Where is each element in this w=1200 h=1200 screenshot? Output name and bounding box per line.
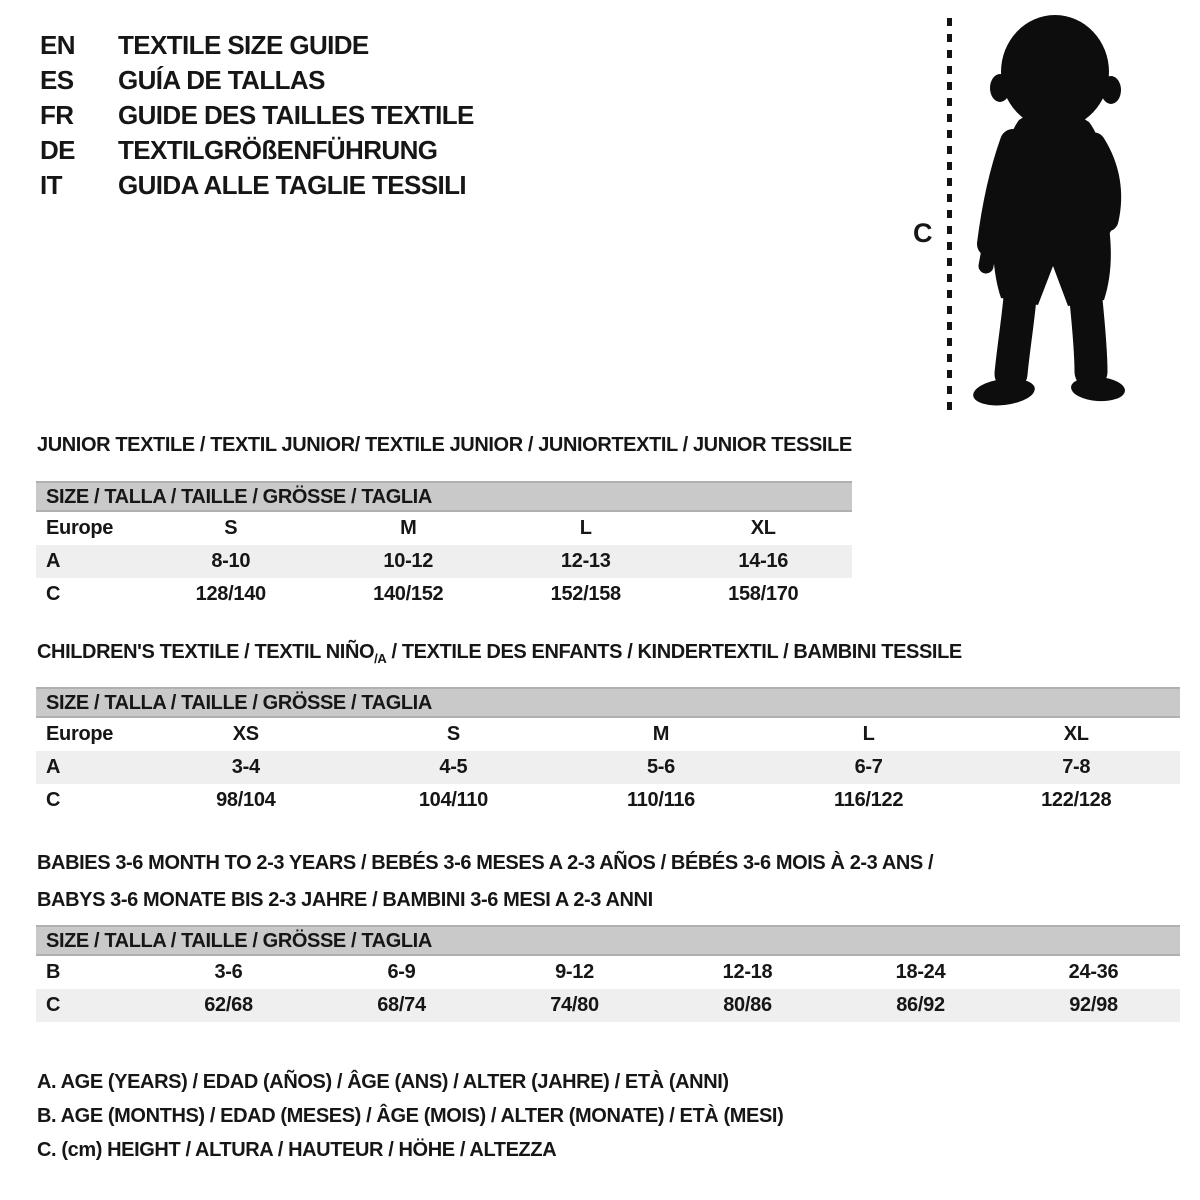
row-label: B bbox=[46, 961, 61, 983]
table-cell: 62/68 bbox=[204, 994, 253, 1016]
language-code: ES bbox=[40, 65, 74, 95]
legend-note-c: C. (cm) HEIGHT / ALTURA / HAUTEUR / HÖHE / ALTEZZA bbox=[37, 1139, 557, 1161]
table-cell: XL bbox=[1063, 723, 1089, 745]
section-title-line1: BABIES 3-6 MONTH TO 2-3 YEARS / BEBÉS 3-6 MESES A 2-3 AÑOS / BÉBÉS 3-6 MOIS À 2-3 ANS / bbox=[37, 852, 934, 874]
table-cell: 12-13 bbox=[560, 550, 611, 572]
guide-title: TEXTILGRÖßENFÜHRUNG bbox=[118, 135, 438, 165]
table-cell: 6-7 bbox=[854, 756, 883, 778]
section-title-part: CHILDREN'S TEXTILE / TEXTIL NIÑO bbox=[37, 641, 375, 663]
row-label: A bbox=[46, 756, 61, 778]
table-cell: S bbox=[446, 723, 460, 745]
table-cell: XS bbox=[232, 723, 259, 745]
table-cell: M bbox=[652, 723, 670, 745]
table-cell: S bbox=[224, 517, 238, 539]
table-cell: M bbox=[400, 517, 417, 539]
table-cell: 14-16 bbox=[738, 550, 789, 572]
section-title-line2: BABYS 3-6 MONATE BIS 2-3 JAHRE / BAMBINI 3-6 MESI A 2-3 ANNI bbox=[37, 889, 653, 911]
table-cell: 110/116 bbox=[626, 789, 695, 811]
table-cell: 12-18 bbox=[722, 961, 773, 983]
table-row-months bbox=[36, 956, 1180, 989]
row-label: A bbox=[46, 550, 61, 572]
table-cell: 140/152 bbox=[373, 583, 444, 605]
guide-title: GUIDA ALLE TAGLIE TESSILI bbox=[118, 170, 467, 200]
table-row-europe bbox=[36, 512, 852, 545]
table-row-height bbox=[36, 784, 1180, 817]
babies-size-table bbox=[36, 925, 1180, 1022]
language-row-de bbox=[40, 133, 474, 168]
table-cell: 92/98 bbox=[1069, 994, 1118, 1016]
language-row-en bbox=[40, 28, 474, 63]
table-row-height bbox=[36, 578, 852, 611]
table-cell: 3-4 bbox=[231, 756, 260, 778]
section-title-subscript: /A bbox=[374, 651, 387, 666]
size-header-bar: SIZE / TALLA / TAILLE / GRÖSSE / TAGLIA bbox=[36, 925, 1180, 956]
row-label: Europe bbox=[46, 723, 114, 745]
language-code: IT bbox=[40, 170, 62, 200]
table-cell: 74/80 bbox=[550, 994, 599, 1016]
legend-note-b: B. AGE (MONTHS) / EDAD (MESES) / ÂGE (MOIS) / ALTER (MONATE) / ETÀ (MESI) bbox=[37, 1105, 784, 1127]
table-cell: 7-8 bbox=[1062, 756, 1091, 778]
table-cell: 98/104 bbox=[216, 789, 276, 811]
table-cell: 5-6 bbox=[646, 756, 675, 778]
toddler-silhouette-icon bbox=[962, 8, 1140, 420]
section-title-junior: JUNIOR TEXTILE / TEXTIL JUNIOR/ TEXTILE JUNIOR / JUNIORTEXTIL / JUNIOR TESSILE bbox=[37, 434, 852, 456]
language-code: DE bbox=[40, 135, 75, 165]
guide-title: TEXTILE SIZE GUIDE bbox=[118, 30, 369, 60]
language-row-it bbox=[40, 168, 474, 203]
section-title-part: / TEXTILE DES ENFANTS / KINDERTEXTIL / BAMBINI TESSILE bbox=[386, 641, 962, 663]
language-title-list bbox=[40, 28, 474, 203]
language-row-fr bbox=[40, 98, 474, 133]
table-cell: 86/92 bbox=[896, 994, 945, 1016]
table-row-age bbox=[36, 751, 1180, 784]
table-cell: 152/158 bbox=[550, 583, 621, 605]
height-measure-dashed-line bbox=[947, 18, 952, 418]
language-code: FR bbox=[40, 100, 74, 130]
table-cell: L bbox=[862, 723, 875, 745]
legend-notes bbox=[37, 1065, 783, 1167]
table-cell: XL bbox=[750, 517, 776, 539]
table-cell: 104/110 bbox=[418, 789, 488, 811]
table-cell: 10-12 bbox=[383, 550, 434, 572]
table-cell: L bbox=[579, 517, 592, 539]
table-row-europe bbox=[36, 718, 1180, 751]
section-title-children bbox=[37, 641, 962, 666]
legend-note-a: A. AGE (YEARS) / EDAD (AÑOS) / ÂGE (ANS) / ALTER (JAHRE) / ETÀ (ANNI) bbox=[37, 1071, 729, 1093]
section-title-babies bbox=[37, 845, 933, 919]
children-size-table bbox=[36, 687, 1180, 817]
height-measure-label: C bbox=[913, 218, 933, 248]
junior-size-table bbox=[36, 481, 852, 611]
table-cell: 128/140 bbox=[195, 583, 266, 605]
row-label: C bbox=[46, 994, 61, 1016]
guide-title: GUÍA DE TALLAS bbox=[118, 65, 325, 95]
table-cell: 9-12 bbox=[555, 961, 594, 983]
table-cell: 116/122 bbox=[834, 789, 904, 811]
table-row-age bbox=[36, 545, 852, 578]
table-cell: 6-9 bbox=[387, 961, 416, 983]
row-label: C bbox=[46, 583, 61, 605]
table-cell: 4-5 bbox=[439, 756, 468, 778]
table-cell: 122/128 bbox=[1041, 789, 1112, 811]
table-cell: 3-6 bbox=[214, 961, 243, 983]
table-cell: 8-10 bbox=[211, 550, 251, 572]
language-row-es bbox=[40, 63, 474, 98]
size-header-bar: SIZE / TALLA / TAILLE / GRÖSSE / TAGLIA bbox=[36, 687, 1180, 718]
table-cell: 158/170 bbox=[728, 583, 799, 605]
table-cell: 68/74 bbox=[377, 994, 426, 1016]
size-header-bar: SIZE / TALLA / TAILLE / GRÖSSE / TAGLIA bbox=[36, 481, 852, 512]
row-label: Europe bbox=[46, 517, 114, 539]
row-label: C bbox=[46, 789, 61, 811]
table-cell: 80/86 bbox=[723, 994, 772, 1016]
guide-title: GUIDE DES TAILLES TEXTILE bbox=[118, 100, 474, 130]
table-row-height bbox=[36, 989, 1180, 1022]
language-code: EN bbox=[40, 30, 75, 60]
table-cell: 18-24 bbox=[895, 961, 946, 983]
table-cell: 24-36 bbox=[1068, 961, 1119, 983]
